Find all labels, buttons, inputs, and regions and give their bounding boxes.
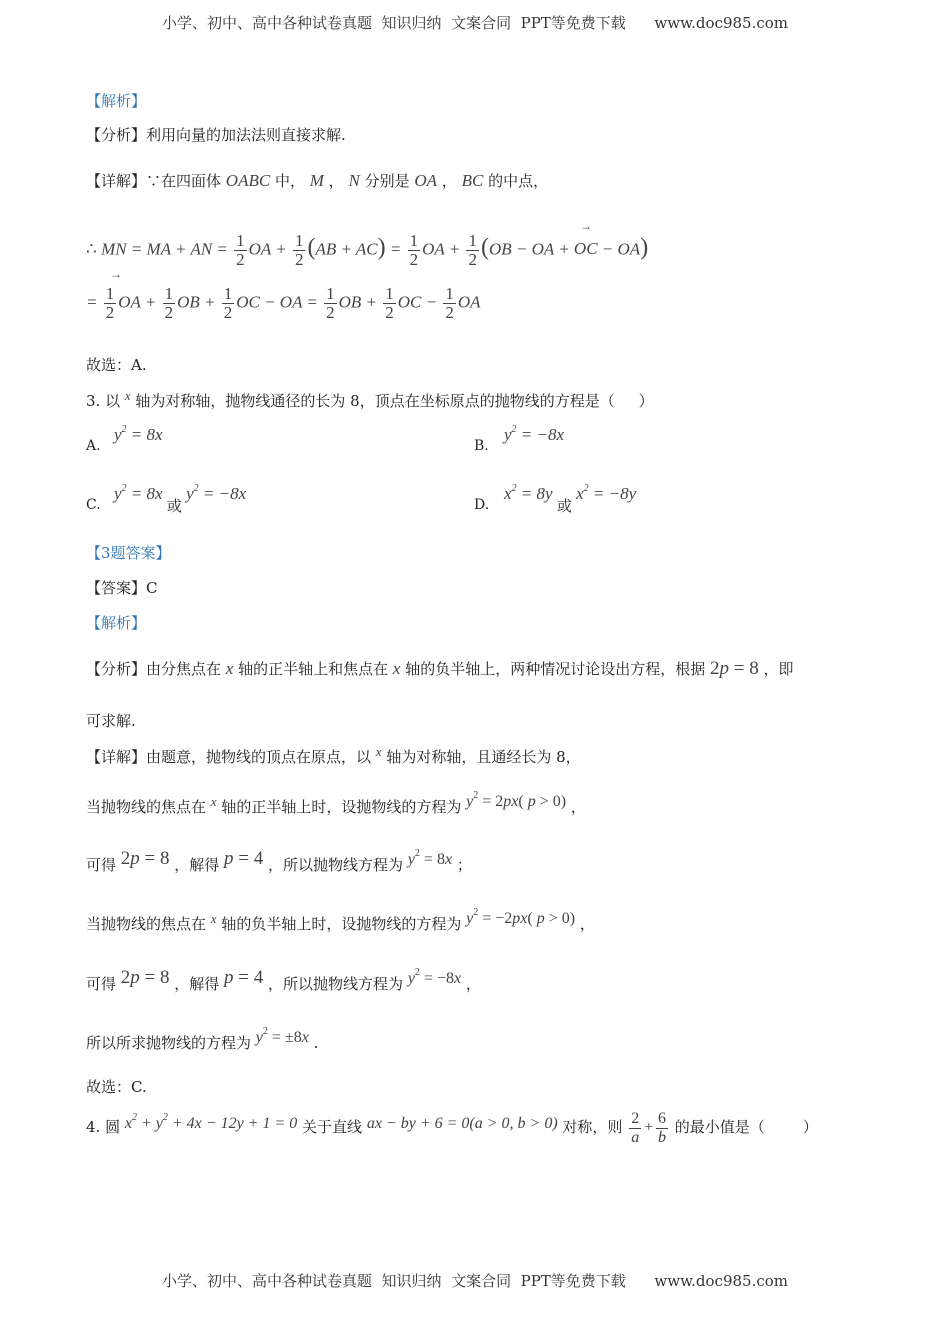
q3-xiangjie-line-1: 【详解】由题意，抛物线的顶点在原点，以 x 轴为对称轴，且通经长为 8， [86,744,581,766]
q2-analysis-tag: 【解析】 [86,92,147,110]
q2-fenxi-tag: 【分析】 [86,126,147,144]
q3-xiangjie-tag: 【详解】 [86,748,147,766]
page-footer: 小学、初中、高中各种试卷真题 知识归纳 文案合同 PPT等免费下载 www.doc985.com [162,1272,789,1290]
q3-answer-block-tag: 【3题答案】 [86,544,171,562]
q3-option-d-math: $x^2 = 8y$ 或 $x^2 = -8y$ [504,483,637,515]
q3-answer-tag: 【答案】 [86,579,147,597]
q3-fenxi-line-2: 可求解. [86,712,136,730]
q2-xiangjie-tag: 【详解】 [86,172,147,190]
q3-analysis-tag: 【解析】 [86,614,147,632]
q3-answer [86,577,158,598]
q3-option-d-label: D. [474,497,490,513]
footer-link[interactable]: www.doc985.com [654,1272,789,1290]
q3-stem: 3. 以 x 轴为对称轴，抛物线通径的长为 8，顶点在坐标原点的抛物线的方程是（ ） [86,388,654,410]
q3-option-a-label: A. [86,438,101,454]
q3-option-b-label: B. [474,438,489,454]
q2-fenxi-text: 利用向量的加法法则直接求解. [146,126,346,144]
q3-option-d[interactable] [474,497,489,513]
q3-xiangjie-line-5: 可得 2p = 8 ，解得 p = 4 ，所以抛物线方程为 $y^2 = -8x$ ， [86,967,481,993]
q3-option-c[interactable] [86,497,101,513]
q2-equation-2: → = $\frac{1}{2}$ OA + $\frac{1}{2}$ OB + $\frac{1}{2}$ OC − OA = $\frac{1}{2}$ OB + $\frac{1}{2}$ OC − $\frac{1}{2}$ OA [86,267,481,322]
q3-option-b[interactable] [474,438,489,454]
q2-equation-1: ∴ MN = MA + AN = $\frac{1}{2}$ OA + $\frac{1}{2}$ (AB + AC) = $\frac{1}{2}$ OA + $\frac{1}{2}$ (OB − OA + OC → − OA) [86,219,649,269]
q4-stem: 4. 圆 $x^2 + y^2 + 4x - 12y + 1 = 0$ 关于直线 ax − by + 6 = 0(a > 0, b > 0) 对称，则 $\frac{2}{a}$ + $\frac{6}{b}$ 的最小值是（ ） [86,1110,818,1146]
q3-answer-final: 故选：C. [86,1078,147,1096]
q3-xiangjie-line-4: 当抛物线的焦点在 x 轴的负半轴上时，设抛物线的方程为 $y^2 = -2px$( p > 0) ， [86,907,595,933]
q3-option-b-math: $y^2 = -8x$ [504,424,565,444]
q3-fenxi-line-1: 【分析】由分焦点在 x 轴的正半轴上和焦点在 x 轴的负半轴上，两种情况讨论设出方程，根据 2p = 8 ，即 [86,658,794,679]
q3-xiangjie-line-2: 当抛物线的焦点在 x 轴的正半轴上时，设抛物线的方程为 $y^2 = 2px$( p > 0) ， [86,790,586,816]
q3-xiangjie-line-3: 可得 2p = 8 ，解得 p = 4 ，所以抛物线方程为 $y^2 = 8x$ ； [86,848,472,874]
q3-option-a-math: $y^2 = 8x$ [114,424,163,444]
q3-option-c-math: $y^2 = 8x$ 或 $y^2 = -8x$ [114,483,247,515]
q2-answer: 故选：A. [86,356,147,374]
q3-xiangjie-line-6: 所以所求抛物线的方程为 $y^2 = \pm 8x$ . [86,1026,319,1052]
q2-fenxi [86,124,346,145]
q3-answer-value: C [146,579,158,597]
q3-fenxi-tag: 【分析】 [86,660,147,678]
page-header: 小学、初中、高中各种试卷真题 知识归纳 文案合同 PPT等免费下载 www.doc985.com [162,14,789,32]
q2-xiangjie: 【详解】∵在四面体 OABC 中， M ， N 分别是 OA ， BC 的中点， [86,171,549,190]
q3-option-a[interactable] [86,438,101,454]
header-link[interactable]: www.doc985.com [654,14,789,32]
q3-option-c-label: C. [86,497,101,513]
